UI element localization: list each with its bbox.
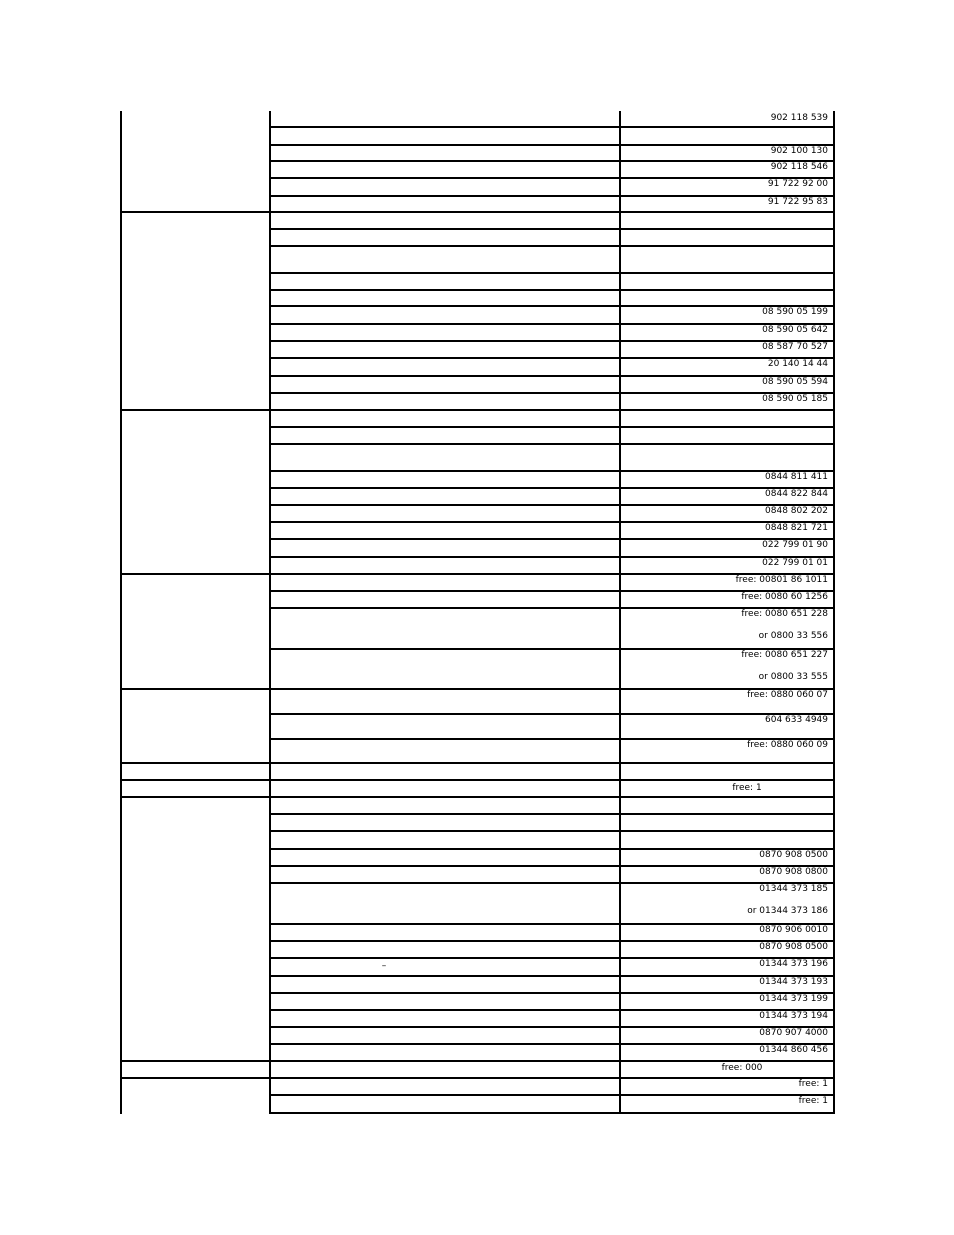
dash-mark: – — [381, 961, 387, 971]
row-divider — [120, 796, 835, 798]
row-divider — [269, 272, 835, 274]
phone-number: 0870 908 0500 — [759, 850, 828, 860]
row-divider — [269, 177, 835, 179]
row-divider — [269, 1094, 835, 1096]
phone-number: free: 1 — [798, 1079, 828, 1089]
row-divider — [269, 556, 835, 558]
row-divider — [120, 409, 835, 411]
row-divider — [269, 487, 835, 489]
row-divider — [269, 538, 835, 540]
free-number: free: 000 — [721, 1063, 763, 1073]
phone-number: 01344 373 185 — [759, 884, 828, 894]
phone-number: 604 633 4949 — [765, 715, 828, 725]
column-divider — [120, 111, 122, 1114]
row-divider — [269, 1112, 835, 1114]
row-divider — [269, 144, 835, 146]
phone-number: 902 118 539 — [770, 113, 828, 123]
phone-number: or 01344 373 186 — [747, 906, 828, 916]
row-divider — [269, 504, 835, 506]
phone-number: 0870 908 0500 — [759, 942, 828, 952]
row-divider — [269, 289, 835, 291]
row-divider — [269, 305, 835, 307]
row-divider — [269, 882, 835, 884]
row-divider — [120, 762, 835, 764]
phone-number: 0870 908 0800 — [759, 867, 828, 877]
row-divider — [269, 228, 835, 230]
row-divider — [269, 830, 835, 832]
contact-table — [120, 111, 835, 1114]
column-divider — [833, 111, 835, 1114]
row-divider — [269, 126, 835, 128]
row-divider — [269, 470, 835, 472]
phone-number: or 0800 33 556 — [758, 631, 828, 641]
phone-number: free: 0080 651 228 — [741, 609, 828, 619]
phone-number: 01344 373 199 — [759, 994, 828, 1004]
row-divider — [269, 975, 835, 977]
row-divider — [120, 211, 835, 213]
row-divider — [269, 160, 835, 162]
phone-number: 902 118 546 — [770, 162, 828, 172]
phone-number: 08 590 05 185 — [762, 394, 828, 404]
row-divider — [269, 1026, 835, 1028]
phone-number: or 0800 33 555 — [758, 672, 828, 682]
row-divider — [269, 392, 835, 394]
phone-number: free: 0880 060 07 — [747, 690, 828, 700]
row-divider — [120, 573, 835, 575]
phone-number: free: 0080 651 227 — [741, 650, 828, 660]
row-divider — [269, 713, 835, 715]
row-divider — [269, 443, 835, 445]
row-divider — [269, 992, 835, 994]
phone-number: 022 799 01 01 — [762, 558, 828, 568]
row-divider — [269, 1043, 835, 1045]
phone-number: 01344 860 456 — [759, 1045, 828, 1055]
phone-number: 902 100 130 — [770, 146, 828, 156]
phone-number: 01344 373 196 — [759, 959, 828, 969]
phone-number: free: 0080 60 1256 — [741, 592, 828, 602]
phone-number: 0844 822 844 — [765, 489, 828, 499]
row-divider — [269, 957, 835, 959]
phone-number: free: 1 — [798, 1096, 828, 1106]
row-divider — [269, 1009, 835, 1011]
row-divider — [269, 245, 835, 247]
phone-number: 0870 906 0010 — [759, 925, 828, 935]
row-divider — [269, 521, 835, 523]
row-divider — [269, 848, 835, 850]
phone-number: 08 587 70 527 — [762, 342, 828, 352]
row-divider — [269, 357, 835, 359]
row-divider — [120, 688, 835, 690]
row-divider — [120, 1060, 835, 1062]
phone-number: 01344 373 194 — [759, 1011, 828, 1021]
row-divider — [269, 923, 835, 925]
free-number: free: 1 — [732, 783, 762, 793]
column-divider — [269, 111, 271, 1114]
phone-number: 08 590 05 642 — [762, 325, 828, 335]
phone-number: 01344 373 193 — [759, 977, 828, 987]
column-divider — [619, 111, 621, 1114]
phone-number: free: 00801 86 1011 — [735, 575, 828, 585]
phone-number: 022 799 01 90 — [762, 540, 828, 550]
row-divider — [120, 1077, 835, 1079]
phone-number: 91 722 95 83 — [767, 197, 828, 207]
row-divider — [269, 375, 835, 377]
phone-number: 20 140 14 44 — [767, 359, 828, 369]
phone-number: free: 0880 060 09 — [747, 740, 828, 750]
row-divider — [269, 426, 835, 428]
row-divider — [120, 779, 835, 781]
phone-number: 0844 811 411 — [765, 472, 828, 482]
phone-number: 0848 821 721 — [765, 523, 828, 533]
phone-number: 91 722 92 00 — [767, 179, 828, 189]
row-divider — [269, 340, 835, 342]
row-divider — [269, 323, 835, 325]
row-divider — [269, 195, 835, 197]
phone-number: 08 590 05 594 — [762, 377, 828, 387]
phone-number: 0870 907 4000 — [759, 1028, 828, 1038]
phone-number: 08 590 05 199 — [762, 307, 828, 317]
row-divider — [269, 813, 835, 815]
row-divider — [269, 865, 835, 867]
phone-number: 0848 802 202 — [765, 506, 828, 516]
row-divider — [269, 940, 835, 942]
